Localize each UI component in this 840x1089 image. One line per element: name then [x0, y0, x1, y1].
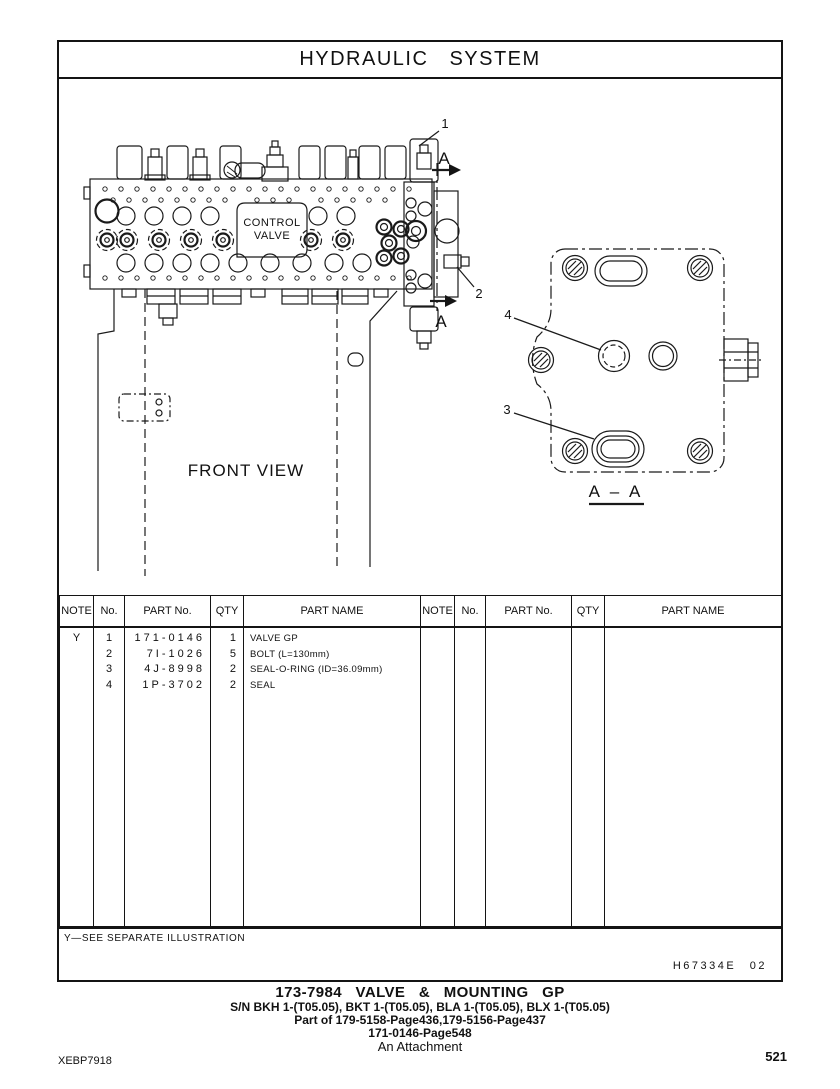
- diagram-area: [59, 79, 781, 595]
- separate-illustration-note: Y—SEE SEPARATE ILLUSTRATION: [64, 933, 246, 944]
- section-label: A – A: [588, 482, 644, 501]
- port-cluster: [377, 220, 420, 266]
- section-line: [430, 163, 461, 311]
- callout-4: 4: [504, 307, 512, 322]
- section-arrow-letter-top: A: [438, 149, 450, 168]
- col-header-no-2: No.: [455, 596, 486, 628]
- no-column: 1 2 3 4: [94, 627, 125, 927]
- section-a-a-view: [503, 249, 763, 504]
- figure-caption: [0, 984, 840, 1054]
- valve-front-view: [84, 116, 483, 576]
- caption-attachment: An Attachment: [377, 1039, 463, 1054]
- col-header-no: No.: [94, 596, 125, 628]
- col-header-qty: QTY: [211, 596, 244, 628]
- col-header-note-2: NOTE: [421, 596, 455, 628]
- spool-row: [97, 230, 354, 251]
- hydraulic-valve-diagram: [59, 79, 785, 595]
- caption-part-of: Part of 179-5158-Page436,179-5156-Page437: [294, 1013, 546, 1027]
- col-header-part-no-2: PART No.: [486, 596, 572, 628]
- qty-column: 1 5 2 2: [211, 627, 244, 927]
- port-holes-top: [103, 187, 411, 202]
- page-number: 521: [765, 1049, 787, 1064]
- page-frame: [57, 40, 783, 982]
- callout-3: 3: [503, 402, 511, 417]
- part-no-column: 171-0146 7I-1026 4J-8998 1P-3702: [125, 627, 211, 927]
- section-bolts: [529, 256, 713, 464]
- front-view-label: FRONT VIEW: [187, 461, 305, 480]
- note-band: [59, 927, 781, 980]
- col-header-qty-2: QTY: [572, 596, 605, 628]
- side-fitting: [719, 339, 763, 381]
- page-title: [59, 42, 781, 79]
- col-header-note: NOTE: [60, 596, 94, 628]
- callout-1: 1: [441, 116, 449, 131]
- part-name-column: VALVE GP BOLT (L=130mm) SEAL-O-RING (ID=36.09mm) SEAL: [244, 627, 421, 927]
- table-body-row: [60, 627, 782, 927]
- qty-column-2: [572, 627, 605, 927]
- section-arrow-letter-bottom: A: [435, 312, 447, 331]
- port-holes-bottom: [103, 276, 411, 280]
- port-holes-large: [96, 200, 356, 226]
- parts-table: [59, 595, 782, 927]
- callout-2: 2: [475, 286, 483, 301]
- document-code: XEBP7918: [58, 1055, 112, 1067]
- caption-page-ref: 171-0146-Page548: [368, 1026, 472, 1040]
- drawing-number: H67334E 02: [672, 960, 767, 972]
- part-name-column-2: [605, 627, 782, 927]
- caption-title: 173-7984 VALVE & MOUNTING GP: [275, 984, 565, 1001]
- control-valve-label-line1: CONTROL: [243, 217, 301, 229]
- col-header-part-no: PART No.: [125, 596, 211, 628]
- part-no-column-2: [486, 627, 572, 927]
- col-header-part-name: PART NAME: [244, 596, 421, 628]
- note-column-2: [421, 627, 455, 927]
- mounting-legs: [98, 289, 397, 576]
- control-valve-label-line2: VALVE: [253, 230, 291, 242]
- no-column-2: [455, 627, 486, 927]
- page-title-text: HYDRAULIC SYSTEM: [299, 48, 541, 70]
- note-column: Y: [60, 627, 94, 927]
- table-header-row: [60, 596, 782, 628]
- col-header-part-name-2: PART NAME: [605, 596, 782, 628]
- caption-serial: S/N BKH 1-(T05.05), BKT 1-(T05.05), BLA 1-(T05.05), BLX 1-(T05.05): [230, 1000, 610, 1014]
